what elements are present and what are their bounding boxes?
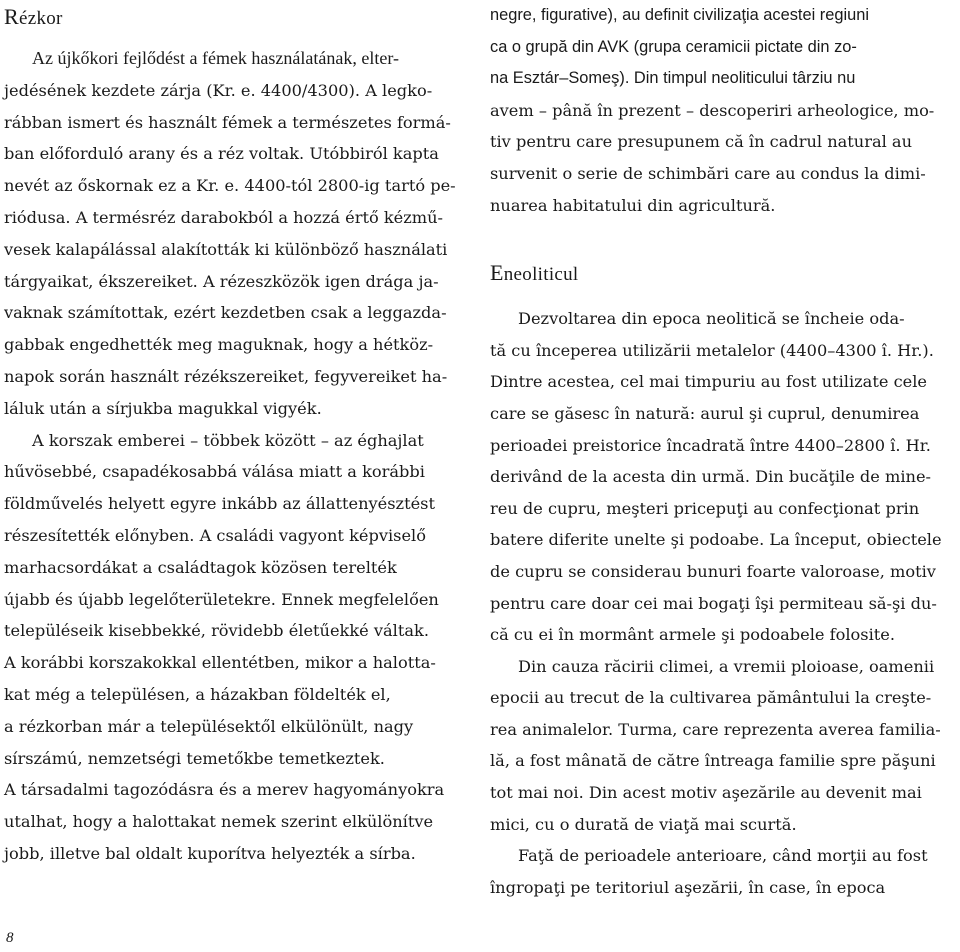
paragraph-line: sírszámú, nemzetségi temetőkbe temetkeztek. bbox=[4, 748, 385, 768]
paragraph-line: újabb és újabb legelőterületekre. Ennek megfelelően bbox=[4, 589, 439, 609]
paragraph-line: batere diferite unelte şi podoabe. La început, obiectele bbox=[490, 530, 942, 550]
paragraph-line: nevét az őskornak ez a Kr. e. 4400-tól 2800-ig tartó pe- bbox=[4, 176, 456, 196]
paragraph-line: că cu ei în mormânt armele şi podoabele folosite. bbox=[490, 625, 895, 645]
paragraph-line: településeik kisebbekké, rövidebb életűekké váltak. bbox=[4, 621, 429, 641]
paragraph-line: kat még a településen, a házakban földelték el, bbox=[4, 684, 391, 704]
paragraph-line: Dintre acestea, cel mai timpuriu au fost utilizate cele bbox=[490, 372, 927, 392]
paragraph-line: ca o grupă din AVK (grupa ceramicii pictate din zo- bbox=[490, 37, 857, 56]
page-number: 8 bbox=[6, 930, 14, 946]
paragraph-line: negre, figurative), au definit civilizaţia acestei regiuni bbox=[490, 6, 870, 24]
paragraph-line: napok során használt rézékszereiket, fegyvereiket ha- bbox=[4, 366, 448, 386]
paragraph-line: A társadalmi tagozódásra és a merev hagyományokra bbox=[4, 780, 445, 800]
paragraph-line: földművelés helyett egyre inkább az állattenyésztést bbox=[4, 494, 435, 514]
paragraph-line: rea animalelor. Turma, care reprezenta averea familia- bbox=[490, 719, 941, 739]
paragraph-line: nuarea habitatului din agricultură. bbox=[490, 195, 776, 215]
paragraph-line: hűvösebbé, csapadékosabbá válása miatt a korábbi bbox=[4, 462, 425, 482]
right-column-romanian bbox=[490, 0, 952, 903]
section-heading-rezkor: Rézkor bbox=[4, 4, 63, 29]
paragraph-line: Din cauza răcirii climei, a vremii ploioase, oamenii bbox=[518, 656, 935, 676]
paragraph-line: részesítették előnyben. A családi vagyont képviselő bbox=[4, 525, 426, 545]
paragraph-line: avem – până în prezent – descoperiri arheologice, mo- bbox=[490, 100, 935, 120]
paragraph-line: A korszak emberei – többek között – az éghajlat bbox=[32, 430, 424, 450]
paragraph-line: care se găsesc în natură: aurul şi cuprul, denumirea bbox=[490, 403, 920, 423]
paragraph-line: derivând de la acesta din urmă. Din bucăţile de mine- bbox=[490, 467, 932, 487]
paragraph-line: reu de cupru, meşteri pricepuţi au confecţionat prin bbox=[490, 498, 920, 518]
paragraph-line: tă cu începerea utilizării metalelor (4400–4300 î. Hr.). bbox=[490, 340, 934, 360]
paragraph-line: îngropaţi pe teritoriul aşezării, în case, în epoca bbox=[490, 877, 886, 897]
paragraph-line: tárgyaikat, ékszereiket. A rézeszközök igen drága ja- bbox=[4, 271, 439, 291]
paragraph-line: A korábbi korszakokkal ellentétben, mikor a halotta- bbox=[4, 653, 436, 673]
paragraph-line: tot mai noi. Din acest motiv aşezările au devenit mai bbox=[490, 783, 922, 803]
paragraph-line: rábban ismert és használt fémek a természetes formá- bbox=[4, 112, 451, 132]
paragraph-line: Faţă de perioadele anterioare, când morţii au fost bbox=[518, 846, 928, 866]
paragraph-line: a rézkorban már a településektől elkülönült, nagy bbox=[4, 716, 414, 736]
paragraph-line: mici, cu o durată de viaţă mai scurtă. bbox=[490, 814, 797, 834]
paragraph-line: utalhat, hogy a halottakat nemek szerint elkülönítve bbox=[4, 812, 434, 832]
paragraph-line: gabbak engedhették meg maguknak, hogy a hétköz- bbox=[4, 335, 434, 355]
paragraph-line: na Esztár–Someş). Din timpul neoliticului târziu nu bbox=[490, 69, 856, 88]
paragraph-line: epocii au trecut de la cultivarea pământului la creşte- bbox=[490, 688, 932, 708]
paragraph-line: perioadei preistorice încadrată între 4400–2800 î. Hr. bbox=[490, 435, 931, 455]
paragraph-line: tiv pentru care presupunem că în cadrul natural au bbox=[490, 132, 913, 152]
paragraph-line: riódusa. A termésréz darabokból a hozzá értő kézmű- bbox=[4, 207, 444, 227]
paragraph-line: marhacsordákat a családtagok közösen terelték bbox=[4, 557, 397, 577]
paragraph-line: ban előforduló arany és a réz voltak. Utóbbiról kapta bbox=[4, 144, 439, 164]
paragraph-line: Dezvoltarea din epoca neolitică se încheie oda- bbox=[518, 309, 905, 329]
paragraph-line: jobb, illetve bal oldalt kuporítva helyezték a sírba. bbox=[4, 843, 416, 863]
paragraph-line: láluk után a sírjukba magukkal vigyék. bbox=[4, 398, 322, 418]
paragraph-line: vesek kalapálással alakították ki különböző használati bbox=[4, 239, 448, 259]
paragraph-line: jedésének kezdete zárja (Kr. e. 4400/4300). A legko- bbox=[4, 80, 433, 100]
paragraph-line: survenit o serie de schimbări care au condus la dimi- bbox=[490, 163, 926, 183]
paragraph-line: Az újkőkori fejlődést a fémek használatának, elter- bbox=[32, 48, 399, 68]
left-column-hungarian bbox=[4, 0, 460, 870]
paragraph-line: vaknak számítottak, ezért kezdetben csak a leggazda- bbox=[4, 303, 447, 323]
paragraph-line: pentru care doar cei mai bogaţi îşi permiteau să-şi du- bbox=[490, 593, 937, 613]
paragraph-line: de cupru se considerau bunuri foarte valoroase, motiv bbox=[490, 561, 936, 581]
section-heading-eneoliticul: Eneoliticul bbox=[490, 260, 579, 286]
paragraph-line: lă, a fost mânată de către întreaga familie spre păşuni bbox=[490, 751, 936, 771]
